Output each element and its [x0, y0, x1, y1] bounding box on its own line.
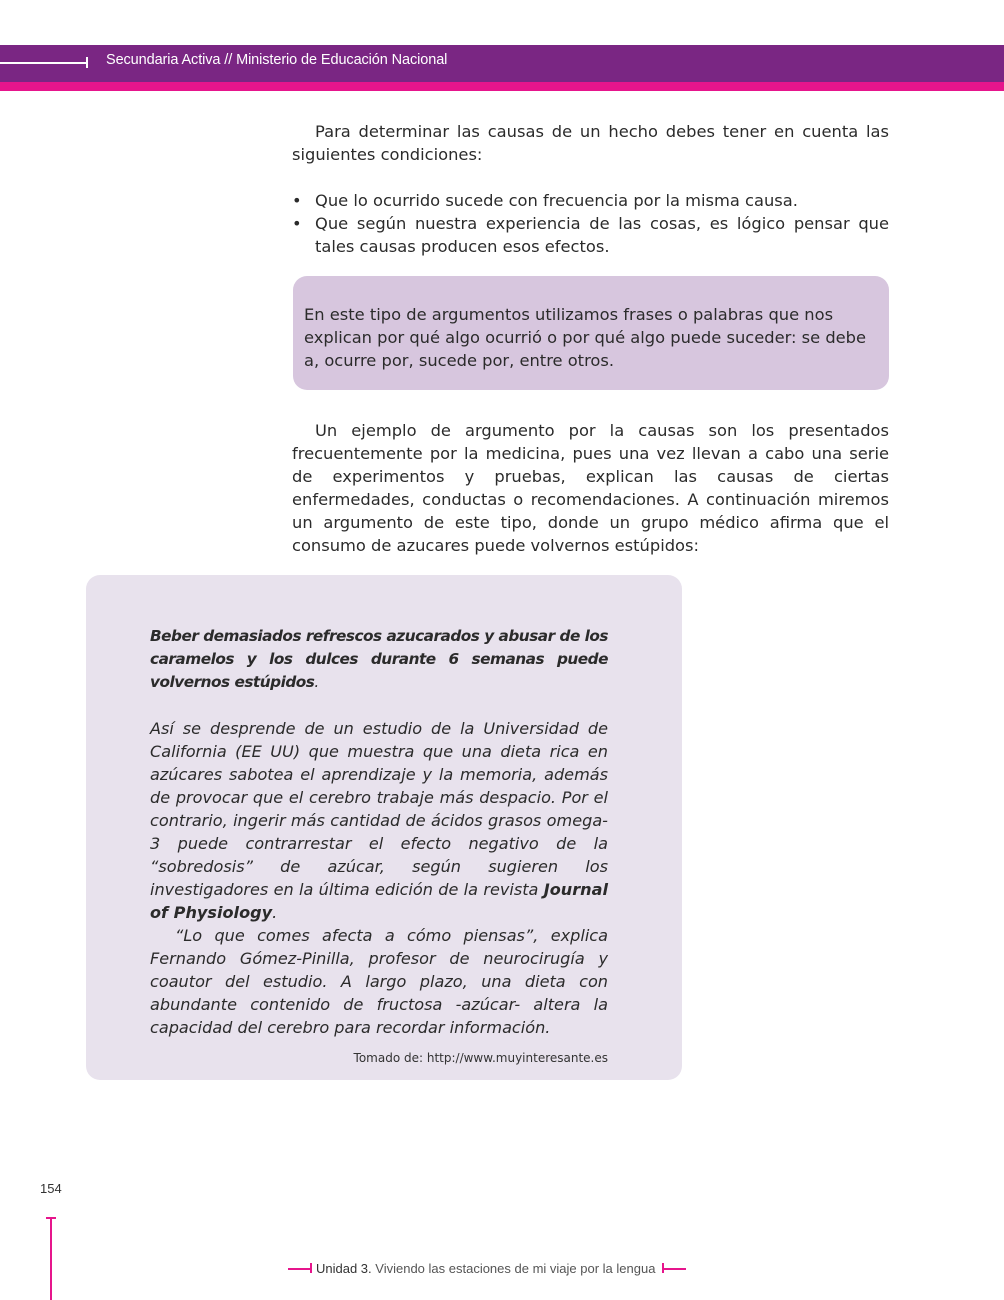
- quote-paragraph-2: “Lo que comes afecta a cómo piensas”, explica Fernando Gómez-Pinilla, profesor de neurocirugía y coautor del estudio. A largo plazo, una dieta con abundante contenido de fructosa -azúcar- altera la capacidad del cerebro para recordar información.: [150, 926, 608, 1037]
- callout-box: [293, 276, 889, 390]
- quote-box: [86, 575, 682, 1080]
- list-item: [292, 189, 889, 212]
- header-accent-stripe: [0, 82, 1004, 91]
- footer-right-rule: [662, 1268, 686, 1270]
- journal-name: Journal of Physiology: [150, 880, 608, 922]
- header-rule: [0, 62, 88, 64]
- bullet-icon: •: [292, 214, 302, 233]
- quote-content: [150, 625, 608, 1065]
- page-number: 154: [40, 1181, 62, 1196]
- quote-headline-period: .: [314, 673, 319, 691]
- footer-left-rule: [288, 1268, 312, 1270]
- header-title: Secundaria Activa // Ministerio de Educación Nacional: [106, 52, 448, 68]
- footer-margin-rule: [50, 1218, 52, 1300]
- example-paragraph: Un ejemplo de argumento por la causas son los presentados frecuentemente por la medicina, pues una vez llevan a cabo una serie de experimentos y pruebas, explican las causas de ciertas enfermedades, conductas o recomendaciones. A continuación miremos un argumento de este tipo, donde un grupo médico afirma que el consumo de azucares puede volvernos estúpidos:: [292, 421, 889, 555]
- quote-paragraph: [150, 717, 608, 924]
- footer-unit-title: [316, 1261, 655, 1276]
- list-item-text: Que lo ocurrido sucede con frecuencia por la misma causa.: [315, 191, 798, 210]
- intro-paragraph: Para determinar las causas de un hecho debes tener en cuenta las siguientes condiciones:: [292, 122, 889, 164]
- footer-left-tick: [310, 1263, 312, 1273]
- quote-paragraph-text: Así se desprende de un estudio de la Universidad de California (EE UU) que muestra que una dieta rica en azúcares sabotea el aprendizaje y la memoria, además de provocar que el cerebro trabaje más despacio. Por el contrario, ingerir más cantidad de ácidos grasos omega-3 puede contrarrestar el efecto negativo de la “sobredosis” de azúcar, según sugieren los investigadores en la última edición de la revista: [150, 719, 608, 899]
- quote-paragraph-end: .: [272, 903, 278, 922]
- footer-unit-name: Viviendo las estaciones de mi viaje por la lengua: [371, 1261, 656, 1276]
- source-citation: Tomado de: http://www.muyinteresante.es: [353, 1051, 608, 1065]
- footer-unit-label: Unidad 3.: [316, 1261, 372, 1276]
- header-rule-tick: [86, 57, 88, 68]
- list-item-text: Que según nuestra experiencia de las cosas, es lógico pensar que tales causas producen esos efectos.: [315, 214, 889, 256]
- conditions-list: [292, 189, 889, 258]
- footer-right-tick: [662, 1263, 664, 1273]
- quote-headline: [150, 625, 608, 694]
- quote-headline-text: Beber demasiados refrescos azucarados y abusar de los caramelos y los dulces durante 6 semanas puede volvernos estúpidos: [150, 627, 609, 691]
- list-item: [292, 212, 889, 258]
- bullet-icon: •: [292, 191, 302, 210]
- callout-text: En este tipo de argumentos utilizamos frases o palabras que nos explican por qué algo ocurrió o por qué algo puede suceder: se debe a, ocurre por, sucede por, entre otros.: [304, 305, 867, 370]
